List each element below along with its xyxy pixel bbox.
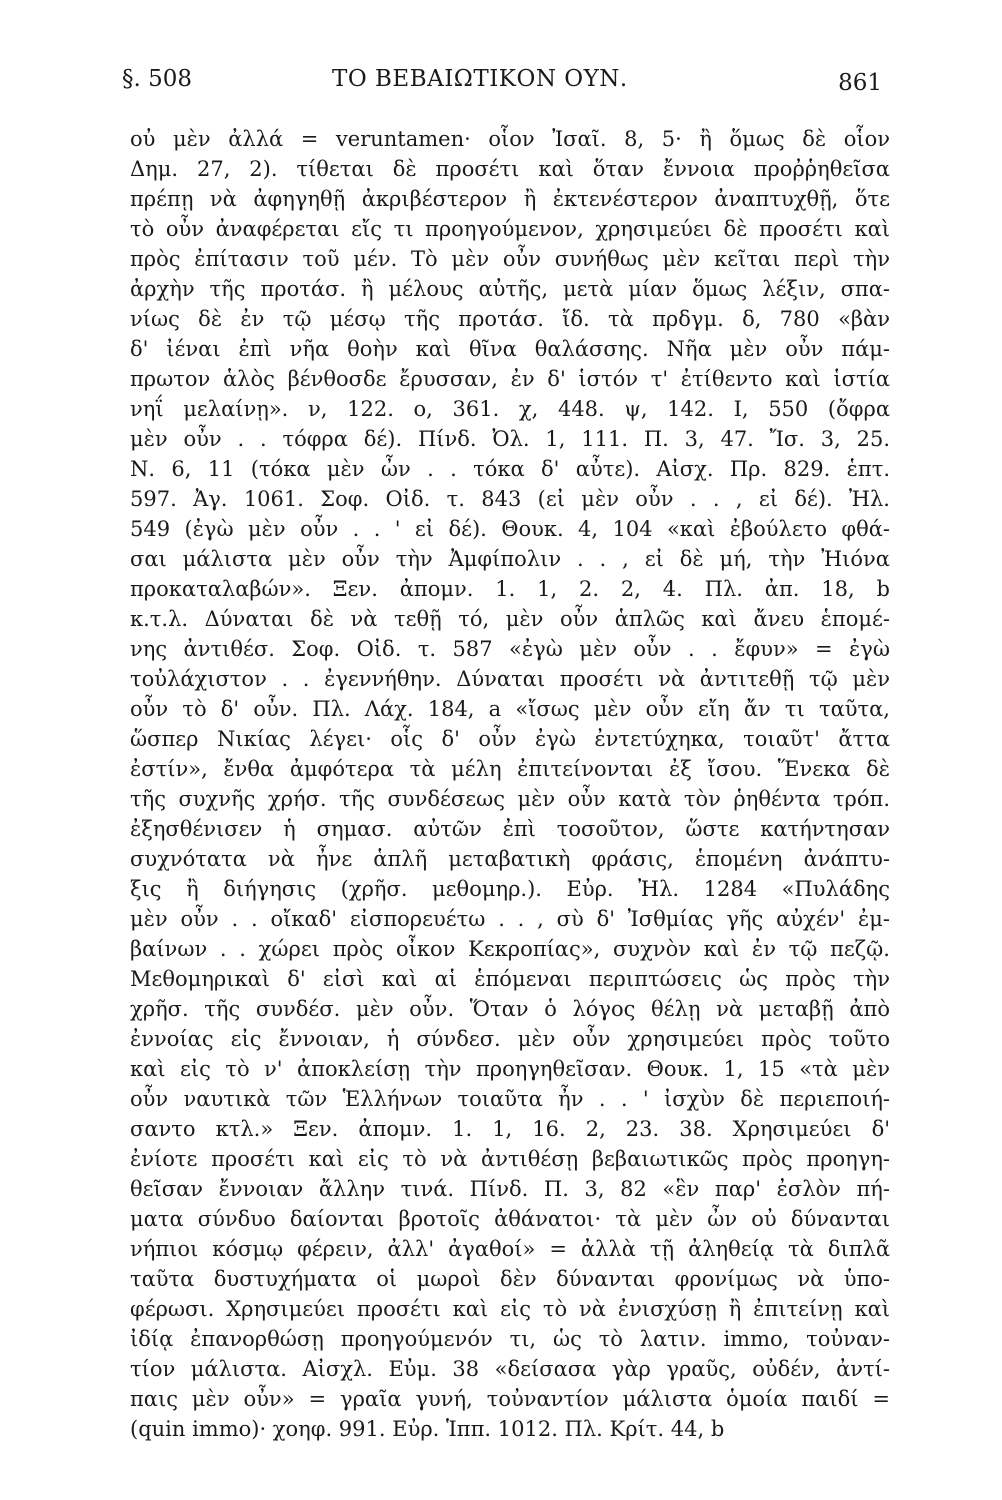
text-line: Δημ. 27, 2). τίθεται δὲ προσέτι καὶ ὅταν ἔννοια προῤῥηθεῖσα — [130, 157, 890, 181]
text-line: νης ἀντιθέσ. Σοφ. Οἰδ. τ. 587 «ἐγὼ μὲν οὖν . . ἔφυν» = ἐγὼ — [130, 637, 890, 661]
text-line: ἀρχὴν τῆς προτάσ. ἢ μέλους αὐτῆς, μετὰ μίαν ὅμως λέξιν, σπα- — [130, 277, 890, 301]
text-line: σαι μάλιστα μὲν οὖν τὴν Ἀμφίπολιν . . , εἰ δὲ μή, τὴν Ἠιόνα — [130, 547, 890, 571]
running-title: ΤΟ ΒΕΒΑΙΩΤΙΚΟΝ ΟΥΝ. — [332, 66, 628, 92]
text-line: τίον μάλιστα. Αἰσχλ. Εὐμ. 38 «δείσασα γὰρ γραῦς, οὐδέν, ἀντί- — [130, 1357, 890, 1381]
text-line: οὖν τὸ δ' οὖν. Πλ. Λάχ. 184, a «ἴσως μὲν οὖν εἴη ἄν τι ταῦτα, — [130, 697, 890, 721]
body-text — [130, 124, 890, 1444]
text-line: νηΐ μελαίνῃ». ν, 122. ο, 361. χ, 448. ψ, 142. Ι, 550 (ὄφρα — [130, 397, 890, 421]
text-line: πρὸς ἐπίτασιν τοῦ μέν. Τὸ μὲν οὖν συνήθως μὲν κεῖται περὶ τὴν — [130, 247, 890, 271]
text-line: νήπιοι κόσμῳ φέρειν, ἀλλ' ἀγαθοί» = ἀλλὰ τῇ ἀληθείᾳ τὰ διπλᾶ — [130, 1237, 890, 1261]
text-line: χρῆσ. τῆς συνδέσ. μὲν οὖν. Ὅταν ὁ λόγος θέλῃ νὰ μεταβῇ ἀπὸ — [130, 997, 890, 1021]
text-line: μὲν οὖν . . οἴκαδ' εἰσπορευέτω . . , σὺ δ' Ἰσθμίας γῆς αὐχέν' ἐμ- — [130, 907, 890, 931]
text-line: πρωτον ἁλὸς βένθοσδε ἔρυσσαν, ἐν δ' ἱστόν τ' ἐτίθεντο καὶ ἱστία — [130, 367, 890, 391]
text-line: Ν. 6, 11 (τόκα μὲν ὦν . . τόκα δ' αὖτε). Αἰσχ. Πρ. 829. ἑπτ. — [130, 457, 890, 481]
text-line: νίως δὲ ἐν τῷ μέσῳ τῆς προτάσ. ἴδ. τὰ πρδγμ. δ, 780 «βὰν — [130, 307, 890, 331]
text-line: μὲν οὖν . . τόφρα δέ). Πίνδ. Ὀλ. 1, 111. Π. 3, 47. Ἴσ. 3, 25. — [130, 427, 890, 451]
text-line: ἐξησθένισεν ἡ σημασ. αὐτῶν ἐπὶ τοσοῦτον, ὥστε κατήντησαν — [130, 817, 890, 841]
text-line: κ.τ.λ. Δύναται δὲ νὰ τεθῇ τό, μὲν οὖν ἁπλῶς καὶ ἄνευ ἑπομέ- — [130, 607, 890, 631]
section-number: §. 508 — [122, 66, 193, 92]
text-line: θεῖσαν ἔννοιαν ἄλλην τινά. Πίνδ. Π. 3, 82 «ἓν παρ' ἐσλὸν πή- — [130, 1177, 890, 1201]
text-line: φέρωσι. Χρησιμεύει προσέτι καὶ εἰς τὸ νὰ ἐνισχύσῃ ἢ ἐπιτείνῃ καὶ — [130, 1297, 890, 1321]
running-header — [122, 58, 882, 108]
text-line: ξις ἢ διήγησις (χρῆσ. μεθομηρ.). Εὐρ. Ἠλ. 1284 «Πυλάδης — [130, 877, 890, 901]
text-line: βαίνων . . χώρει πρὸς οἶκον Κεκροπίας», συχνὸν καὶ ἐν τῷ πεζῷ. — [130, 937, 890, 961]
text-line: προκαταλαβών». Ξεν. ἀπομν. 1. 1, 2. 2, 4. Πλ. ἀπ. 18, b — [130, 577, 890, 601]
text-line: ταῦτα δυστυχήματα οἱ μωροὶ δὲν δύνανται φρονίμως νὰ ὑπο- — [130, 1267, 890, 1291]
text-line: παις μὲν οὖν» = γραῖα γυνή, τοὐναντίον μάλιστα ὁμοία παιδί = — [130, 1387, 890, 1411]
text-line: συχνότατα νὰ ἦνε ἁπλῆ μεταβατικὴ φράσις, ἑπομένη ἀνάπτυ- — [130, 847, 890, 871]
text-line: δ' ἰέναι ἐπὶ νῆα θοὴν καὶ θῖνα θαλάσσης. Νῆα μὲν οὖν πάμ- — [130, 337, 890, 361]
text-line: οὖν ναυτικὰ τῶν Ἑλλήνων τοιαῦτα ἦν . . ' ἰσχὺν δὲ περιεποιή- — [130, 1087, 890, 1111]
text-line: ἐστίν», ἔνθα ἀμφότερα τὰ μέλη ἐπιτείνονται ἐξ ἴσου. Ἕνεκα δὲ — [130, 757, 890, 781]
text-line: ἰδίᾳ ἐπανορθώσῃ προηγούμενόν τι, ὡς τὸ λατιν. immo, τοὐναν- — [130, 1327, 890, 1351]
text-line: 597. Ἀγ. 1061. Σοφ. Οἰδ. τ. 843 (εἰ μὲν οὖν . . , εἰ δέ). Ἠλ. — [130, 487, 890, 511]
text-line: καὶ εἰς τὸ ν' ἀποκλείσῃ τὴν προηγηθεῖσαν. Θουκ. 1, 15 «τὰ μὲν — [130, 1057, 890, 1081]
text-line: ἐννοίας εἰς ἔννοιαν, ἡ σύνδεσ. μὲν οὖν χρησιμεύει πρὸς τοῦτο — [130, 1027, 890, 1051]
text-line: σαντο κτλ.» Ξεν. ἀπομν. 1. 1, 16. 2, 23. 38. Χρησιμεύει δ' — [130, 1117, 890, 1141]
text-line: πρέπῃ νὰ ἀφηγηθῇ ἀκριβέστερον ἢ ἐκτενέστερον ἀναπτυχθῇ, ὅτε — [130, 187, 890, 211]
text-line: ματα σύνδυο δαίονται βροτοῖς ἀθάνατοι· τὰ μὲν ὦν οὐ δύνανται — [130, 1207, 890, 1231]
text-line: οὐ μὲν ἀλλά = veruntamen· οἷον Ἰσαῖ. 8, 5· ἢ ὅμως δὲ οἷον — [130, 127, 890, 151]
text-line: (quin immo)· χοηφ. 991. Εὐρ. Ἱππ. 1012. Πλ. Κρίτ. 44, b — [130, 1417, 725, 1441]
text-line: τοὐλάχιστον . . ἐγεννήθην. Δύναται προσέτι νὰ ἀντιτεθῇ τῷ μὲν — [130, 667, 890, 691]
text-line: 549 (ἐγὼ μὲν οὖν . . ' εἰ δέ). Θουκ. 4, 104 «καὶ ἐβούλετο φθά- — [130, 517, 890, 541]
text-line: τῆς συχνῆς χρήσ. τῆς συνδέσεως μὲν οὖν κατὰ τὸν ῥηθέντα τρόπ. — [130, 787, 890, 811]
page-number: 861 — [838, 70, 882, 96]
text-line: ἐνίοτε προσέτι καὶ εἰς τὸ νὰ ἀντιθέσῃ βεβαιωτικῶς πρὸς προηγη- — [130, 1147, 890, 1171]
text-line: τὸ οὖν ἀναφέρεται εἴς τι προηγούμενον, χρησιμεύει δὲ προσέτι καὶ — [130, 217, 890, 241]
text-line: ὥσπερ Νικίας λέγει· οἷς δ' οὖν ἐγὼ ἐντετύχηκα, τοιαῦτ' ἄττα — [130, 727, 890, 751]
text-line: Μεθομηρικαὶ δ' εἰσὶ καὶ αἱ ἑπόμεναι περιπτώσεις ὡς πρὸς τὴν — [130, 967, 890, 991]
